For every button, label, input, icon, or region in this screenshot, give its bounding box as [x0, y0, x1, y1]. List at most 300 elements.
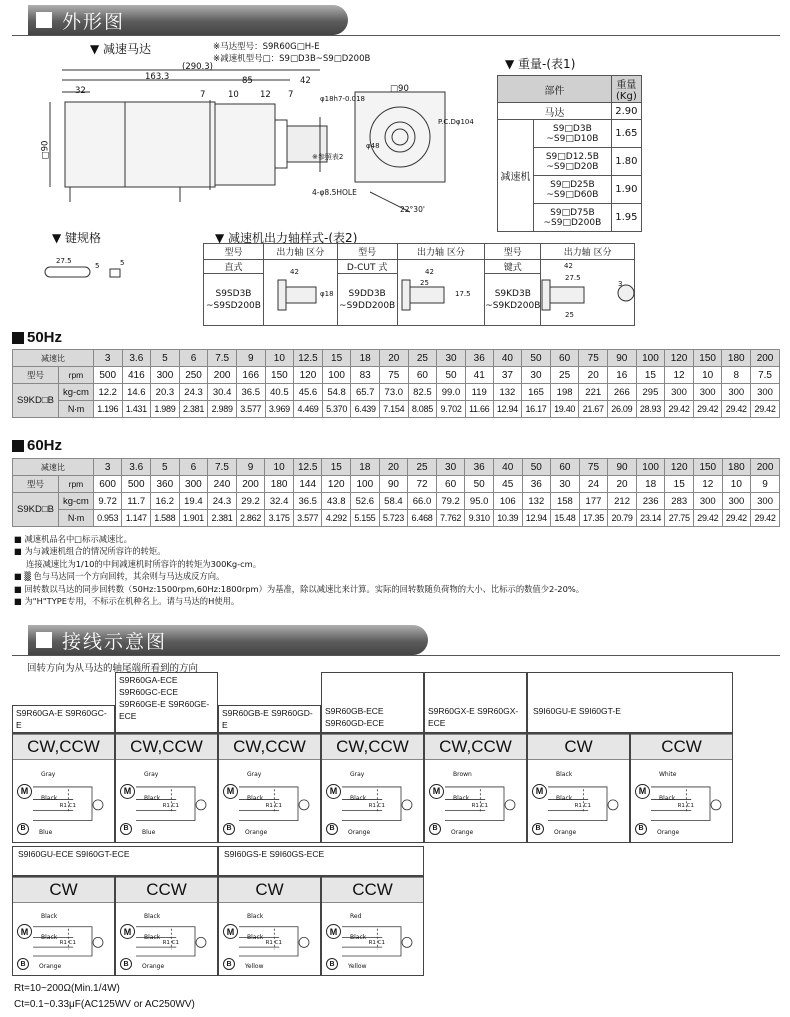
torque-kgcm-cell: 300	[694, 493, 723, 510]
rpm-cell: 10	[693, 367, 722, 384]
torque-kgcm-cell: 165	[522, 384, 551, 401]
torque-nm-cell: 1.431	[122, 401, 151, 418]
torque-kgcm-cell: 266	[608, 384, 637, 401]
rotation-label: CW	[13, 877, 114, 903]
dim-pcd: P.C.Dφ104	[438, 118, 474, 126]
model-label: S9R60GA-ECE S9R60GC-ECE S9R60GE-E S9R60GE-ECE	[119, 675, 210, 721]
motor-icon: M	[326, 784, 341, 799]
model-label: S9I60GU-E S9I60GT-E	[533, 706, 621, 716]
motor-icon: M	[17, 924, 32, 939]
shaft-type: D-CUT 式	[337, 260, 397, 274]
torque-kgcm-cell: 106	[493, 493, 522, 510]
ratio-cell: 180	[722, 459, 751, 476]
dim-gear: 85	[242, 76, 253, 86]
torque-nm-cell: 0.953	[93, 510, 122, 527]
motor-icon: M	[532, 784, 547, 799]
wire-label: Gray	[350, 771, 365, 779]
shaft-h: 出力轴 区分	[397, 244, 485, 260]
torque-kgcm-cell: 198	[550, 384, 579, 401]
ratio-cell: 15	[322, 350, 351, 367]
torque-nm-cell: 3.577	[236, 401, 265, 418]
rpm-cell: 240	[208, 476, 237, 493]
wire-label: Red	[350, 913, 362, 921]
torque-kgcm-cell: 20.3	[151, 384, 180, 401]
motor-icon: M	[635, 784, 650, 799]
ratio-cell: 6	[179, 350, 208, 367]
wire-label: Black	[556, 771, 573, 779]
rpm-cell: 180	[265, 476, 294, 493]
ratio-cell: 40	[493, 350, 522, 367]
torque-nm-cell: 1.196	[93, 401, 122, 418]
rpm-cell: 100	[351, 476, 380, 493]
ratio-cell: 120	[665, 459, 694, 476]
ratio-cell: 180	[722, 350, 751, 367]
torque-nm-cell: 17.35	[579, 510, 608, 527]
brake-icon: B	[223, 958, 235, 970]
ratio-cell: 10	[265, 459, 294, 476]
ratio-cell: 25	[408, 459, 437, 476]
shaft-h: 出力轴 区分	[541, 244, 635, 260]
torque-kgcm-cell: 24.3	[208, 493, 237, 510]
torque-kgcm-cell: 82.5	[408, 384, 437, 401]
wire-label: Blue	[142, 829, 156, 837]
torque-nm-cell: 2.862	[236, 510, 265, 527]
torque-nm-cell: 9.702	[437, 401, 466, 418]
rotation-label: CW,CCW	[13, 734, 114, 760]
dim-sq90-a: □90	[40, 140, 51, 160]
wire-label: Yellow	[245, 963, 264, 971]
wire-label: Black	[144, 913, 161, 921]
rpm-cell: 166	[236, 367, 265, 384]
wiring-schematic	[633, 762, 730, 840]
shaft-h: 出力轴 区分	[263, 244, 337, 260]
wire-label: Black	[144, 794, 161, 802]
wire-label: Black	[556, 794, 573, 802]
rpm-cell: 100	[322, 367, 351, 384]
wire-label: R1 C1	[265, 940, 283, 947]
shaft-dim: 42	[564, 262, 573, 270]
motor-icon: M	[120, 784, 135, 799]
ratio-cell: 50	[522, 350, 551, 367]
brake-icon: B	[17, 823, 29, 835]
model-label: S9R60GX-E S9R60GX-ECE	[428, 706, 519, 728]
ratio-cell: 3	[93, 350, 122, 367]
shaft-model: S9SD3B ~S9SD200B	[204, 274, 264, 326]
wire-label: Black	[247, 794, 264, 802]
rpm-cell: 18	[636, 476, 665, 493]
ratio-cell: 20	[379, 459, 408, 476]
torque-kgcm-cell: 9.72	[93, 493, 122, 510]
note-line: ■ 为与减速机组合的情况所容许的转矩。	[14, 546, 166, 557]
wire-label: Black	[247, 933, 264, 941]
brake-icon: B	[120, 958, 132, 970]
ratio-cell: 30	[437, 350, 466, 367]
rpm-cell: 500	[122, 476, 151, 493]
torque-nm-cell: 9.310	[465, 510, 494, 527]
wire-label: Yellow	[348, 963, 367, 971]
ratio-cell: 90	[608, 459, 637, 476]
weight-motor-val: 2.90	[611, 103, 641, 120]
wiring-schematic	[530, 762, 627, 840]
shaft-dim: 42	[290, 268, 299, 276]
shaft-dim: 3	[618, 280, 623, 288]
wiring-subtitle: 回转方向为从马达的轴尾端所看到的方向	[27, 663, 199, 674]
ratio-cell: 150	[694, 459, 723, 476]
torque-kgcm-cell: 11.7	[122, 493, 151, 510]
rpm-cell: 120	[322, 476, 351, 493]
rotation-label: CW,CCW	[322, 734, 423, 760]
rpm-cell: 144	[293, 476, 322, 493]
shaft-title: ▼ 减速机出力轴样式-(表2)	[215, 231, 358, 245]
rpm-cell: 120	[294, 367, 323, 384]
note-line: ■ 回转数以马达的同步回转数（50Hz:1500rpm,60Hz:1800rpm）为基准，除以减速比来计算。实际的回转数随负荷物的大小、比标示的数值少2-20%。	[14, 583, 585, 594]
motor-note-1: ※马达型号：S9R60G□H-E	[213, 42, 320, 52]
torque-kgcm-cell: 177	[579, 493, 608, 510]
torque-kgcm-cell: 79.2	[436, 493, 465, 510]
rotation-label: CCW	[116, 877, 217, 903]
motor-icon: M	[223, 784, 238, 799]
ratio-cell: 9	[236, 350, 265, 367]
torque-kgcm-cell: 221	[579, 384, 608, 401]
rpm-cell: 10	[722, 476, 751, 493]
torque-kgcm-cell: 212	[608, 493, 637, 510]
torque-kgcm-cell: 12.2	[93, 384, 122, 401]
row-head-model: 型号	[13, 367, 59, 384]
torque-kgcm-cell: 300	[722, 493, 751, 510]
torque-kgcm-cell: 14.6	[122, 384, 151, 401]
torque-kgcm-cell: 99.0	[437, 384, 466, 401]
ratio-cell: 200	[751, 350, 780, 367]
weight-model: S9□D12.5B ~S9□D20B	[534, 148, 612, 176]
torque-kgcm-cell: 24.3	[179, 384, 208, 401]
wire-label: Black	[41, 913, 58, 921]
speed-table-60hz	[12, 458, 780, 527]
square-icon	[36, 632, 52, 648]
rotation-label: CW,CCW	[425, 734, 526, 760]
section-title: 接线示意图	[62, 630, 168, 653]
ratio-cell: 100	[636, 350, 665, 367]
torque-kgcm-cell: 16.2	[151, 493, 180, 510]
rpm-cell: 36	[522, 476, 551, 493]
torque-nm-cell: 5.370	[322, 401, 351, 418]
torque-nm-cell: 1.901	[179, 510, 208, 527]
rpm-cell: 20	[608, 476, 637, 493]
row-head-model-code: S9KD□B	[13, 493, 59, 527]
torque-nm-cell: 11.66	[465, 401, 493, 418]
square-icon	[36, 12, 52, 28]
torque-kgcm-cell: 32.4	[265, 493, 294, 510]
torque-kgcm-cell: 300	[751, 384, 780, 401]
torque-kgcm-cell: 66.0	[408, 493, 437, 510]
weight-val: 1.80	[611, 148, 641, 176]
rpm-cell: 16	[608, 367, 637, 384]
wire-label: Brown	[453, 771, 472, 779]
rpm-cell: 37	[493, 367, 522, 384]
rotation-label: CW	[528, 734, 629, 760]
motor-icon: M	[17, 784, 32, 799]
rpm-cell: 150	[265, 367, 294, 384]
speed-table-50hz	[12, 349, 780, 418]
wire-label: Black	[41, 933, 58, 941]
rpm-cell: 50	[437, 367, 466, 384]
dim-body: 163.3	[145, 72, 170, 82]
torque-nm-cell: 26.09	[608, 401, 637, 418]
torque-nm-cell: 4.292	[322, 510, 351, 527]
torque-nm-cell: 2.989	[208, 401, 237, 418]
ratio-cell: 18	[351, 350, 380, 367]
ratio-cell: 3.6	[122, 350, 151, 367]
brake-icon: B	[635, 823, 647, 835]
wire-label: Gray	[144, 771, 159, 779]
rpm-cell: 12	[694, 476, 723, 493]
torque-nm-cell: 3.175	[265, 510, 294, 527]
dim-48: φ48	[366, 142, 380, 150]
torque-nm-cell: 29.42	[722, 510, 751, 527]
row-head-kgcm: kg-cm	[59, 384, 94, 401]
shaft-dim: 42	[425, 268, 434, 276]
weight-group: 减速机	[498, 120, 534, 232]
torque-nm-cell: 1.147	[122, 510, 151, 527]
dim-shaft-dia: φ18h7-0.018	[320, 95, 365, 103]
wire-label: Black	[659, 794, 676, 802]
wire-label: Blue	[39, 829, 53, 837]
row-head-model: 型号	[13, 476, 59, 493]
ratio-cell: 200	[751, 459, 780, 476]
rpm-cell: 7.5	[751, 367, 780, 384]
ratio-cell: 10	[265, 350, 294, 367]
motor-note-2: ※减速机型号□：S9□D3B~S9□D200B	[213, 54, 371, 64]
torque-nm-cell: 8.085	[408, 401, 437, 418]
torque-nm-cell: 3.969	[265, 401, 294, 418]
wire-label: Orange	[245, 829, 268, 837]
motor-icon: M	[326, 924, 341, 939]
ratio-cell: 12.5	[293, 459, 322, 476]
shaft-dim: 17.5	[455, 290, 471, 298]
ratio-cell: 100	[636, 459, 665, 476]
torque-nm-cell: 29.42	[693, 401, 722, 418]
model-label: S9R60GA-E S9R60GC-E	[16, 708, 107, 730]
wire-label: Black	[144, 933, 161, 941]
note-line: ■ 为"H"TYPE专用，不标示在机种名上。请与马达的H使用。	[14, 596, 240, 607]
wire-label: R1 C1	[368, 802, 386, 809]
row-head-rpm: rpm	[59, 476, 94, 493]
ratio-cell: 50	[522, 459, 551, 476]
weight-model: S9□D25B ~S9□D60B	[534, 176, 612, 204]
wire-label: R1 C1	[368, 940, 386, 947]
torque-nm-cell: 20.79	[608, 510, 637, 527]
notes	[14, 533, 774, 607]
ratio-cell: 12.5	[294, 350, 323, 367]
model-label: S9I60GS-E S9I60GS-ECE	[224, 849, 325, 859]
torque-kgcm-cell: 58.4	[379, 493, 408, 510]
wire-label: Orange	[142, 963, 165, 971]
section-banner-outline	[28, 5, 348, 35]
torque-nm-cell: 21.67	[579, 401, 608, 418]
torque-nm-cell: 5.155	[351, 510, 380, 527]
torque-nm-cell: 4.469	[294, 401, 323, 418]
shaft-h: 型号	[485, 244, 541, 260]
wiring-schematic	[324, 762, 421, 840]
rpm-cell: 30	[551, 476, 580, 493]
wire-label: Orange	[348, 829, 371, 837]
dim-7a: 7	[200, 90, 206, 100]
torque-kgcm-cell: 283	[665, 493, 694, 510]
rpm-cell: 50	[465, 476, 494, 493]
dim-10: 10	[228, 90, 239, 100]
wire-label: R1 C1	[59, 940, 77, 947]
weight-head-part: 部件	[498, 76, 612, 103]
shaft-h: 型号	[337, 244, 397, 260]
wire-label: Gray	[247, 771, 262, 779]
shaft-type: 键式	[485, 260, 541, 274]
torque-nm-cell: 29.42	[694, 510, 723, 527]
row-head-rpm: rpm	[59, 367, 94, 384]
row-head-model-code: S9KD□B	[13, 384, 59, 418]
row-head-nm: N·m	[59, 401, 94, 418]
wire-label: R1 C1	[162, 940, 180, 947]
row-head-kgcm: kg-cm	[59, 493, 94, 510]
wiring-schematic	[221, 762, 318, 840]
brake-icon: B	[326, 958, 338, 970]
torque-kgcm-cell: 43.8	[322, 493, 351, 510]
wiring-schematic	[427, 762, 524, 840]
torque-kgcm-cell: 54.8	[322, 384, 351, 401]
wire-label: Black	[350, 794, 367, 802]
torque-nm-cell: 6.468	[408, 510, 437, 527]
torque-kgcm-cell: 132	[493, 384, 522, 401]
brake-icon: B	[326, 823, 338, 835]
ratio-cell: 36	[465, 459, 494, 476]
wire-label: R1 C1	[574, 802, 592, 809]
divider-line	[12, 655, 780, 656]
ratio-cell: 3	[93, 459, 122, 476]
ratio-cell: 20	[380, 350, 409, 367]
torque-kgcm-cell: 29.2	[236, 493, 265, 510]
wiring-schematic	[118, 762, 215, 840]
weight-head-kg: 重量(Kg)	[611, 76, 641, 103]
torque-kgcm-cell: 295	[636, 384, 665, 401]
rpm-cell: 24	[579, 476, 608, 493]
brake-icon: B	[223, 823, 235, 835]
dim-total: (290.3)	[182, 62, 213, 72]
torque-nm-cell: 23.14	[636, 510, 665, 527]
wiring-schematic	[324, 905, 421, 973]
brake-icon: B	[120, 823, 132, 835]
torque-kgcm-cell: 300	[665, 384, 694, 401]
motor-drawing-title: ▼ 减速马达	[90, 42, 152, 56]
torque-kgcm-cell: 236	[636, 493, 665, 510]
rotation-label: CW	[219, 877, 320, 903]
wire-label: R1 C1	[59, 802, 77, 809]
weight-motor: 马达	[498, 103, 612, 120]
torque-kgcm-cell: 95.0	[465, 493, 494, 510]
section-banner-wiring	[28, 625, 428, 655]
key-w: 5	[95, 262, 100, 270]
note-line: 连接减速比为1/10的中间减速机时所容许的转矩为300Kg-cm。	[26, 558, 262, 569]
wire-label: Orange	[554, 829, 577, 837]
torque-kgcm-cell: 40.5	[265, 384, 294, 401]
ratio-cell: 15	[322, 459, 351, 476]
key-len: 27.5	[56, 257, 72, 265]
weight-title: ▼ 重量-(表1)	[505, 57, 576, 71]
rotation-label: CW,CCW	[116, 734, 217, 760]
ratio-cell: 36	[465, 350, 493, 367]
shaft-model: S9KD3B ~S9KD200B	[485, 274, 541, 326]
wire-label: White	[659, 771, 677, 779]
torque-nm-cell: 12.94	[522, 510, 551, 527]
dim-7b: 7	[288, 90, 294, 100]
weight-val: 1.90	[611, 176, 641, 204]
model-label: S9R60GB-ECE S9R60GD-ECE	[325, 706, 385, 728]
model-label: S9I60GU-ECE S9I60GT-ECE	[18, 849, 130, 859]
rpm-cell: 250	[179, 367, 208, 384]
torque-kgcm-cell: 19.4	[179, 493, 208, 510]
divider-line	[12, 35, 780, 36]
rpm-cell: 200	[236, 476, 265, 493]
rpm-cell: 25	[550, 367, 579, 384]
torque-kgcm-cell: 36.5	[293, 493, 322, 510]
key-title: ▼ 键规格	[52, 231, 102, 245]
torque-kgcm-cell: 30.4	[208, 384, 237, 401]
hz60-label: 60Hz	[12, 437, 62, 454]
rotation-label: CW,CCW	[219, 734, 320, 760]
torque-nm-cell: 1.588	[151, 510, 180, 527]
rpm-cell: 72	[408, 476, 437, 493]
torque-nm-cell: 10.39	[493, 510, 522, 527]
rpm-cell: 83	[351, 367, 380, 384]
key-h: 5	[120, 259, 125, 267]
section-title: 外形图	[62, 10, 126, 33]
dim-angle: 22°30'	[400, 205, 425, 214]
dim-12: 12	[260, 90, 271, 100]
rotation-label: CCW	[631, 734, 732, 760]
torque-kgcm-cell: 36.5	[236, 384, 265, 401]
rpm-cell: 15	[665, 476, 694, 493]
brake-icon: B	[429, 823, 441, 835]
shaft-dim: 27.5	[565, 274, 581, 282]
torque-nm-cell: 5.723	[379, 510, 408, 527]
rpm-cell: 360	[151, 476, 180, 493]
torque-nm-cell: 19.40	[550, 401, 579, 418]
wire-label: Black	[350, 933, 367, 941]
shaft-h: 型号	[204, 244, 264, 260]
torque-kgcm-cell: 158	[551, 493, 580, 510]
torque-nm-cell: 29.42	[751, 510, 780, 527]
torque-nm-cell: 29.42	[751, 401, 780, 418]
footer-capacitor: Ct=0.1~0.33μF(AC125WV or AC250WV)	[14, 999, 195, 1010]
torque-kgcm-cell: 300	[751, 493, 780, 510]
footer-resistor: Rt=10~200Ω(Min.1/4W)	[14, 983, 120, 994]
wire-label: Gray	[41, 771, 56, 779]
torque-nm-cell: 6.439	[351, 401, 380, 418]
wire-label: Black	[453, 794, 470, 802]
model-label: S9R60GB-E S9R60GD-E	[222, 708, 313, 730]
dim-ref: ※参照表2	[312, 153, 344, 161]
torque-nm-cell: 1.989	[151, 401, 180, 418]
torque-nm-cell: 28.93	[636, 401, 665, 418]
torque-nm-cell: 27.75	[665, 510, 694, 527]
shaft-model: S9DD3B ~S9DD200B	[337, 274, 397, 326]
rpm-cell: 200	[208, 367, 237, 384]
wire-label: Black	[247, 913, 264, 921]
hz50-label: 50Hz	[12, 329, 62, 346]
shaft-dim: 25	[420, 279, 429, 287]
rpm-cell: 60	[436, 476, 465, 493]
torque-kgcm-cell: 300	[722, 384, 751, 401]
weight-table	[497, 75, 642, 232]
torque-nm-cell: 29.42	[722, 401, 751, 418]
torque-kgcm-cell: 132	[522, 493, 551, 510]
